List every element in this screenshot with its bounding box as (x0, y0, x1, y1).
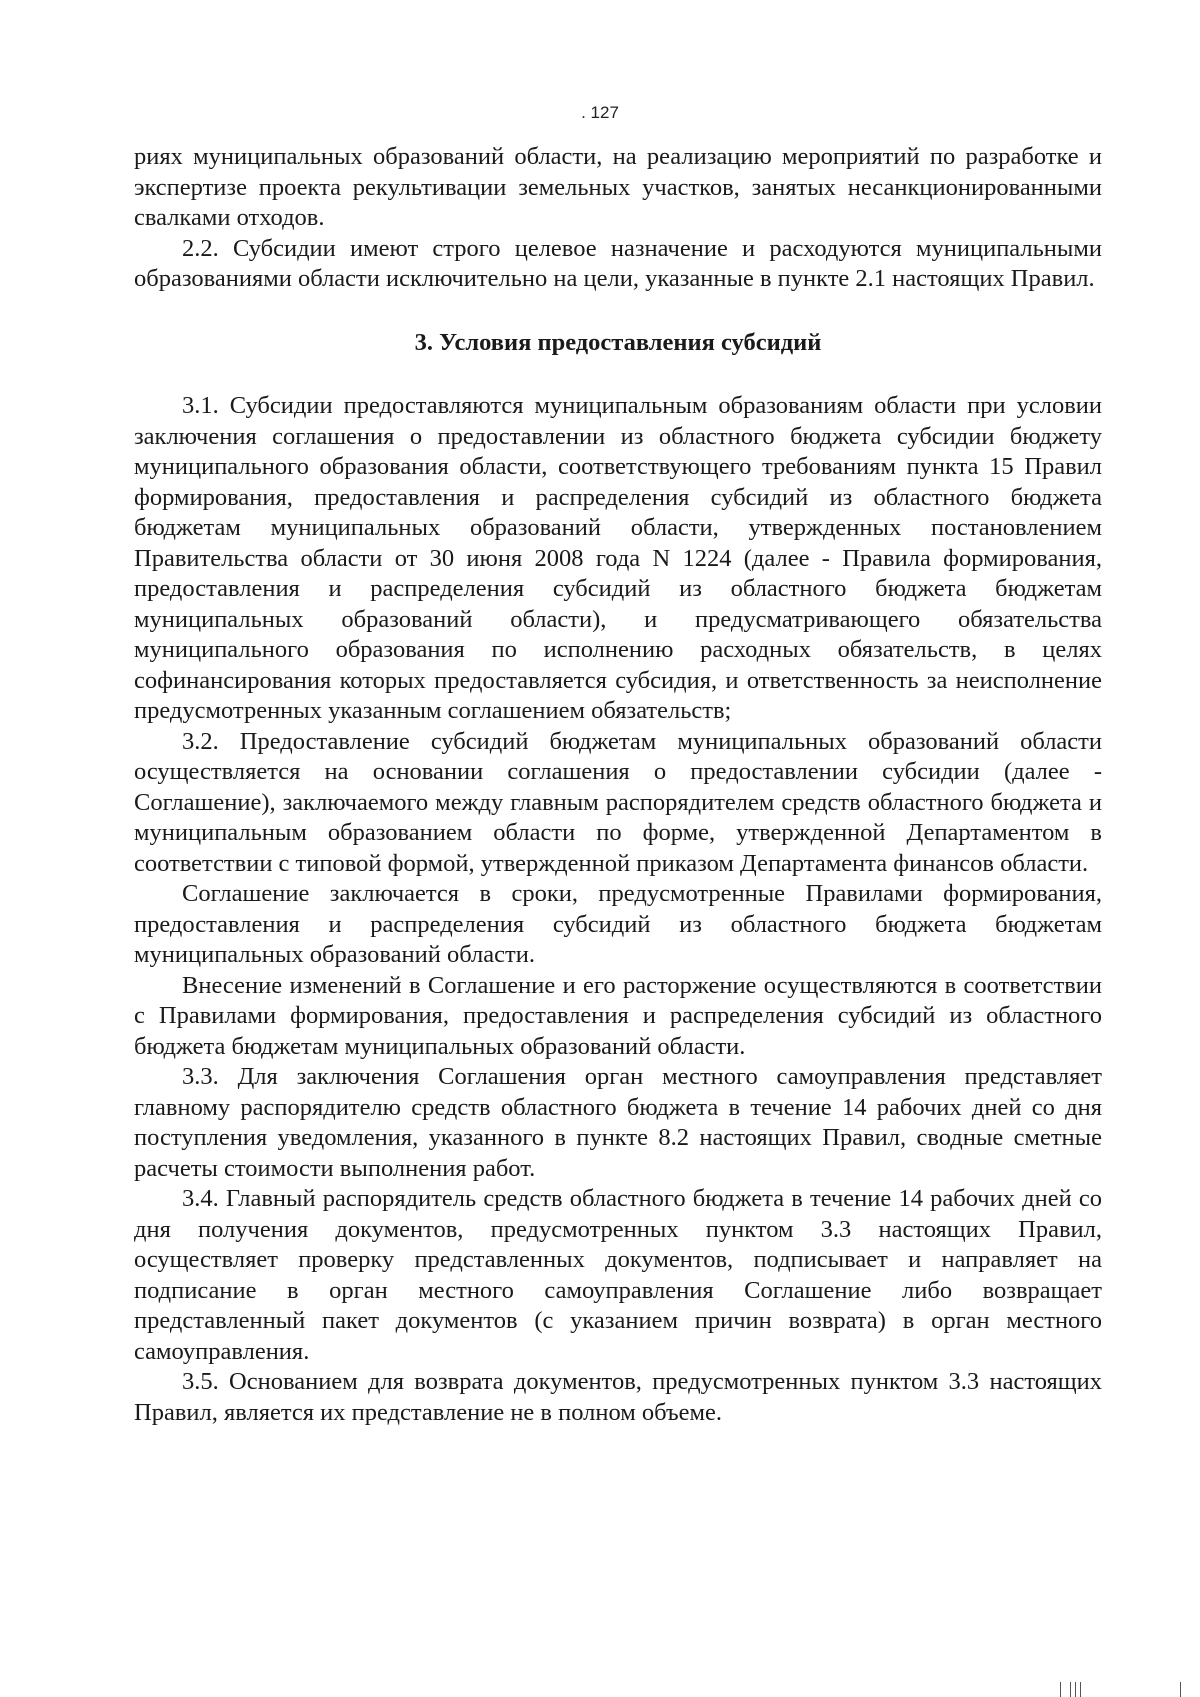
document-body (134, 142, 1102, 1428)
paragraph-3-3: 3.3. Для заключения Соглашения орган местного самоуправления представляет главному распорядителю средств областного бюджета в течение 14 рабочих дней со дня поступления уведомления, указанного в пункте 8.2 настоящих Правил, сводные сметные расчеты стоимости выполнения работ. (134, 1063, 1102, 1182)
paragraph-3-4: 3.4. Главный распорядитель средств областного бюджета в течение 14 рабочих дней со дня получения документов, предусмотренных пунктом 3.3 настоящих Правил, осуществляет проверку представленных документов, подписывает и направляет на подписание в орган местного самоуправления Соглашение либо возвращает представленный пакет документов (с указанием причин возврата) в орган местного самоуправления. (134, 1185, 1102, 1365)
paragraph-3-1: 3.1. Субсидии предоставляются муниципальным образованиям области при условии заключения соглашения о предоставлении из областного бюджета субсидии бюджету муниципального образования области, соответствующего требованиям пункта 15 Правил формирования, предоставления и распределения субсидий из областного бюджета бюджетам муниципальных образований области, утвержденных постановлением Правительства области от 30 июня 2008 года N 1224 (далее - Правила формирования, предоставления и распределения субсидий из областного бюджета бюджетам муниципальных образований области), и предусматривающего обязательства муниципального образования по исполнению расходных обязательств, в целях софинансирования которых предоставляется субсидия, и ответственность за неисполнение предусмотренных указанным соглашением обязательств; (134, 392, 1102, 724)
paragraph-2-2: 2.2. Субсидии имеют строго целевое назначение и расходуются муниципальными образованиями области исключительно на цели, указанные в пункте 2.1 настоящих Правил. (134, 234, 1102, 292)
scan-edge-marks (1060, 1682, 1200, 1697)
paragraph-continuation: риях муниципальных образований области, на реализацию мероприятий по разработке и экспертизе проекта рекультивации земельных участков, занятых несанкционированными свалками отходов. (134, 143, 1102, 231)
paragraph-agreement-terms: Соглашение заключается в сроки, предусмотренные Правилами формирования, предоставления и распределения субсидий из областного бюджета бюджетам муниципальных образований области. (134, 880, 1102, 968)
paragraph-3-5: 3.5. Основанием для возврата документов, предусмотренных пунктом 3.3 настоящих Правил, является их представление не в полном объеме. (134, 1368, 1102, 1426)
page-number: . 127 (581, 103, 619, 122)
paragraph-3-2: 3.2. Предоставление субсидий бюджетам муниципальных образований области осуществляется на основании соглашения о предоставлении субсидии (далее - Соглашение), заключаемого между главным распорядителем средств областного бюджета и муниципальным образованием области по форме, утвержденной Департаментом в соответствии с типовой формой, утвержденной приказом Департамента финансов области. (134, 727, 1102, 877)
paragraph-agreement-changes: Внесение изменений в Соглашение и его расторжение осуществляются в соответствии с Правилами формирования, предоставления и распределения субсидий из областного бюджета бюджетам муниципальных образований области. (134, 971, 1102, 1060)
section-title: 3. Условия предоставления субсидий (414, 328, 822, 356)
